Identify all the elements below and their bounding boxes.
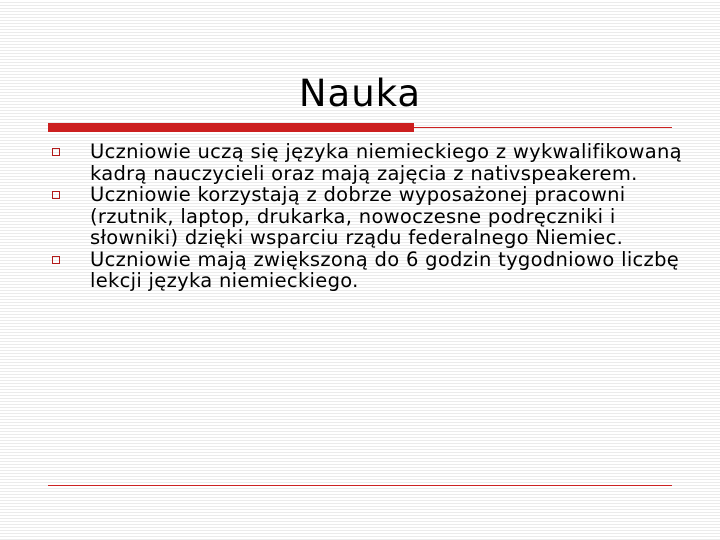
hollow-square-bullet-icon [52,148,60,156]
slide-title: Nauka [298,72,422,115]
bullet-text: Uczniowie mają zwiększoną do 6 godzin tygodniowo liczbę lekcji języka niemieckiego. [90,247,680,292]
hollow-square-bullet-icon [52,256,60,264]
title-divider [48,123,672,133]
title-divider-accent-bar [48,123,414,132]
bullet-text: Uczniowie uczą się języka niemieckiego z wykwalifikowaną kadrą nauczycieli oraz mają zajęcia z nativspeakerem. [90,140,682,185]
footer-divider-line [48,485,672,486]
bullet-text: Uczniowie korzystają z dobrze wyposażonej pracowni (rzutnik, laptop, drukarka, nowoczesne podręczniki i słowniki) dzięki wsparciu rządu federalnego Niemiec. [90,183,626,249]
bullet-item [52,141,682,184]
bullet-item [52,184,682,249]
bullet-list [52,141,682,292]
hollow-square-bullet-icon [52,191,60,199]
bullet-item [52,249,682,292]
